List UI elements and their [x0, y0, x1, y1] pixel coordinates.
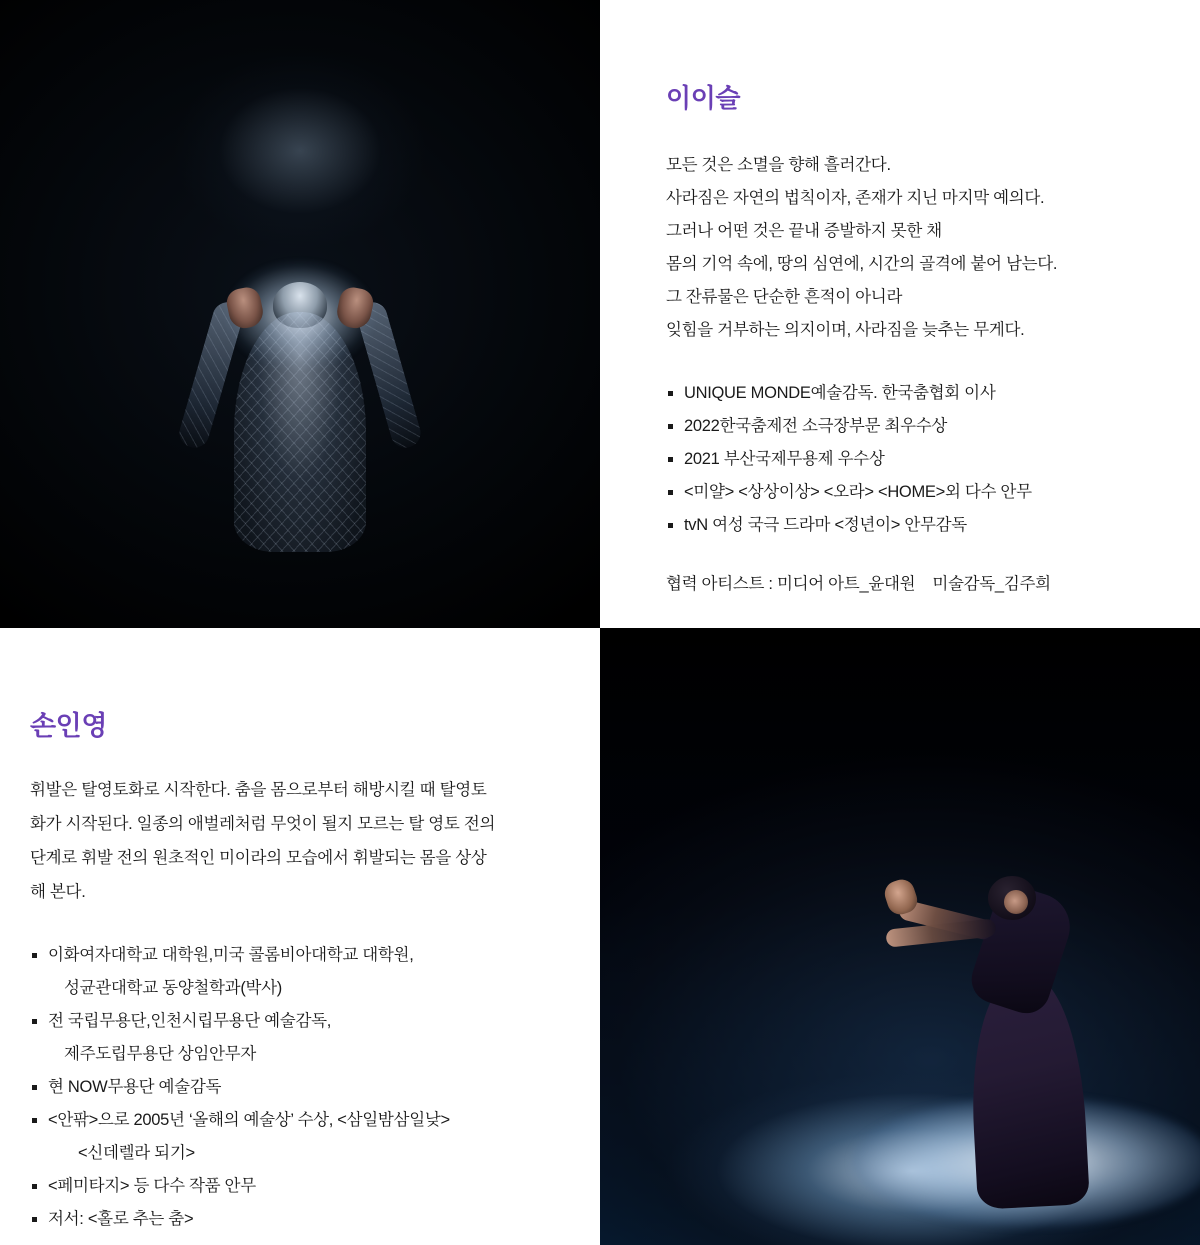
list-item: <페미타지> 등 다수 작품 안무: [30, 1170, 548, 1203]
list-item: [30, 939, 548, 1005]
statement-line: 화가 시작된다. 일종의 애벌레처럼 무엇이 될지 모르는 탈 영토 전의: [30, 815, 496, 833]
list-item-main: 이화여자대학교 대학원,미국 콜롬비아대학교 대학원,: [48, 946, 414, 964]
statement-line: 몸의 기억 속에, 땅의 심연에, 시간의 골격에 붙어 남는다.: [666, 255, 1058, 273]
artist-credits-list: [666, 377, 1138, 542]
artist-statement: [666, 149, 1138, 347]
collaborating-artists-note: 협력 아티스트 : 미디어 아트_윤대원 미술감독_김주희: [666, 575, 1051, 593]
list-item: [30, 1104, 548, 1170]
statement-line: 휘발은 탈영토화로 시작한다. 춤을 몸으로부터 해방시킬 때 탈영토: [30, 781, 487, 799]
artist-profile-son-inyoung: [0, 628, 600, 1245]
artist-profile-lee-iseul: [600, 0, 1200, 628]
list-item: 2022한국춤제전 소극장부문 최우수상: [666, 410, 1138, 443]
artist-credits-list: [30, 939, 548, 1236]
list-item: <미얄> <상상이상> <오라> <HOME>외 다수 안무: [666, 476, 1138, 509]
statement-line: 그러나 어떤 것은 끝내 증발하지 못한 채: [666, 222, 942, 240]
artist-statement: [30, 773, 548, 909]
statement-line: 단계로 휘발 전의 원초적인 미이라의 모습에서 휘발되는 몸을 상상: [30, 849, 487, 867]
dancer-face: [1004, 890, 1028, 914]
list-item: 저서: <홀로 추는 춤>: [30, 1203, 548, 1236]
list-item-continuation: <신데렐라 되기>: [78, 1144, 195, 1162]
artist-name: 이이슬: [666, 83, 741, 113]
list-item: 현 NOW무용단 예술감독: [30, 1071, 548, 1104]
list-item-continuation: 성균관대학교 동양철학과(박사): [64, 979, 282, 997]
statement-line: 그 잔류물은 단순한 흔적이 아니라: [666, 288, 903, 306]
statement-line: 사라짐은 자연의 법칙이자, 존재가 지닌 마지막 예의다.: [666, 189, 1045, 207]
list-item: tvN 여성 국극 드라마 <정년이> 안무감독: [666, 509, 1138, 542]
dancer-body: [234, 312, 366, 552]
artist-name: 손인영: [30, 711, 108, 741]
list-item: 2021 부산국제무용제 우수상: [666, 443, 1138, 476]
list-item: [30, 1005, 548, 1071]
list-item-continuation: 제주도립무용단 상임안무자: [64, 1045, 256, 1063]
list-item: UNIQUE MONDE예술감독. 한국춤협회 이사: [666, 377, 1138, 410]
statement-line: 해 본다.: [30, 883, 86, 901]
dancer-lifting-head-photo: [0, 0, 600, 628]
statement-line: 잊힘을 거부하는 의지이며, 사라짐을 늦추는 무게다.: [666, 321, 1025, 339]
list-item-main: <안팎>으로 2005년 ‘올해의 예술상’ 수상, <삼일밤삼일낮>: [48, 1111, 450, 1129]
statement-line: 모든 것은 소멸을 향해 흘러간다.: [666, 156, 891, 174]
dancer-on-lit-stage-photo: [600, 628, 1200, 1245]
list-item-main: 전 국립무용단,인천시립무용단 예술감독,: [48, 1012, 332, 1030]
